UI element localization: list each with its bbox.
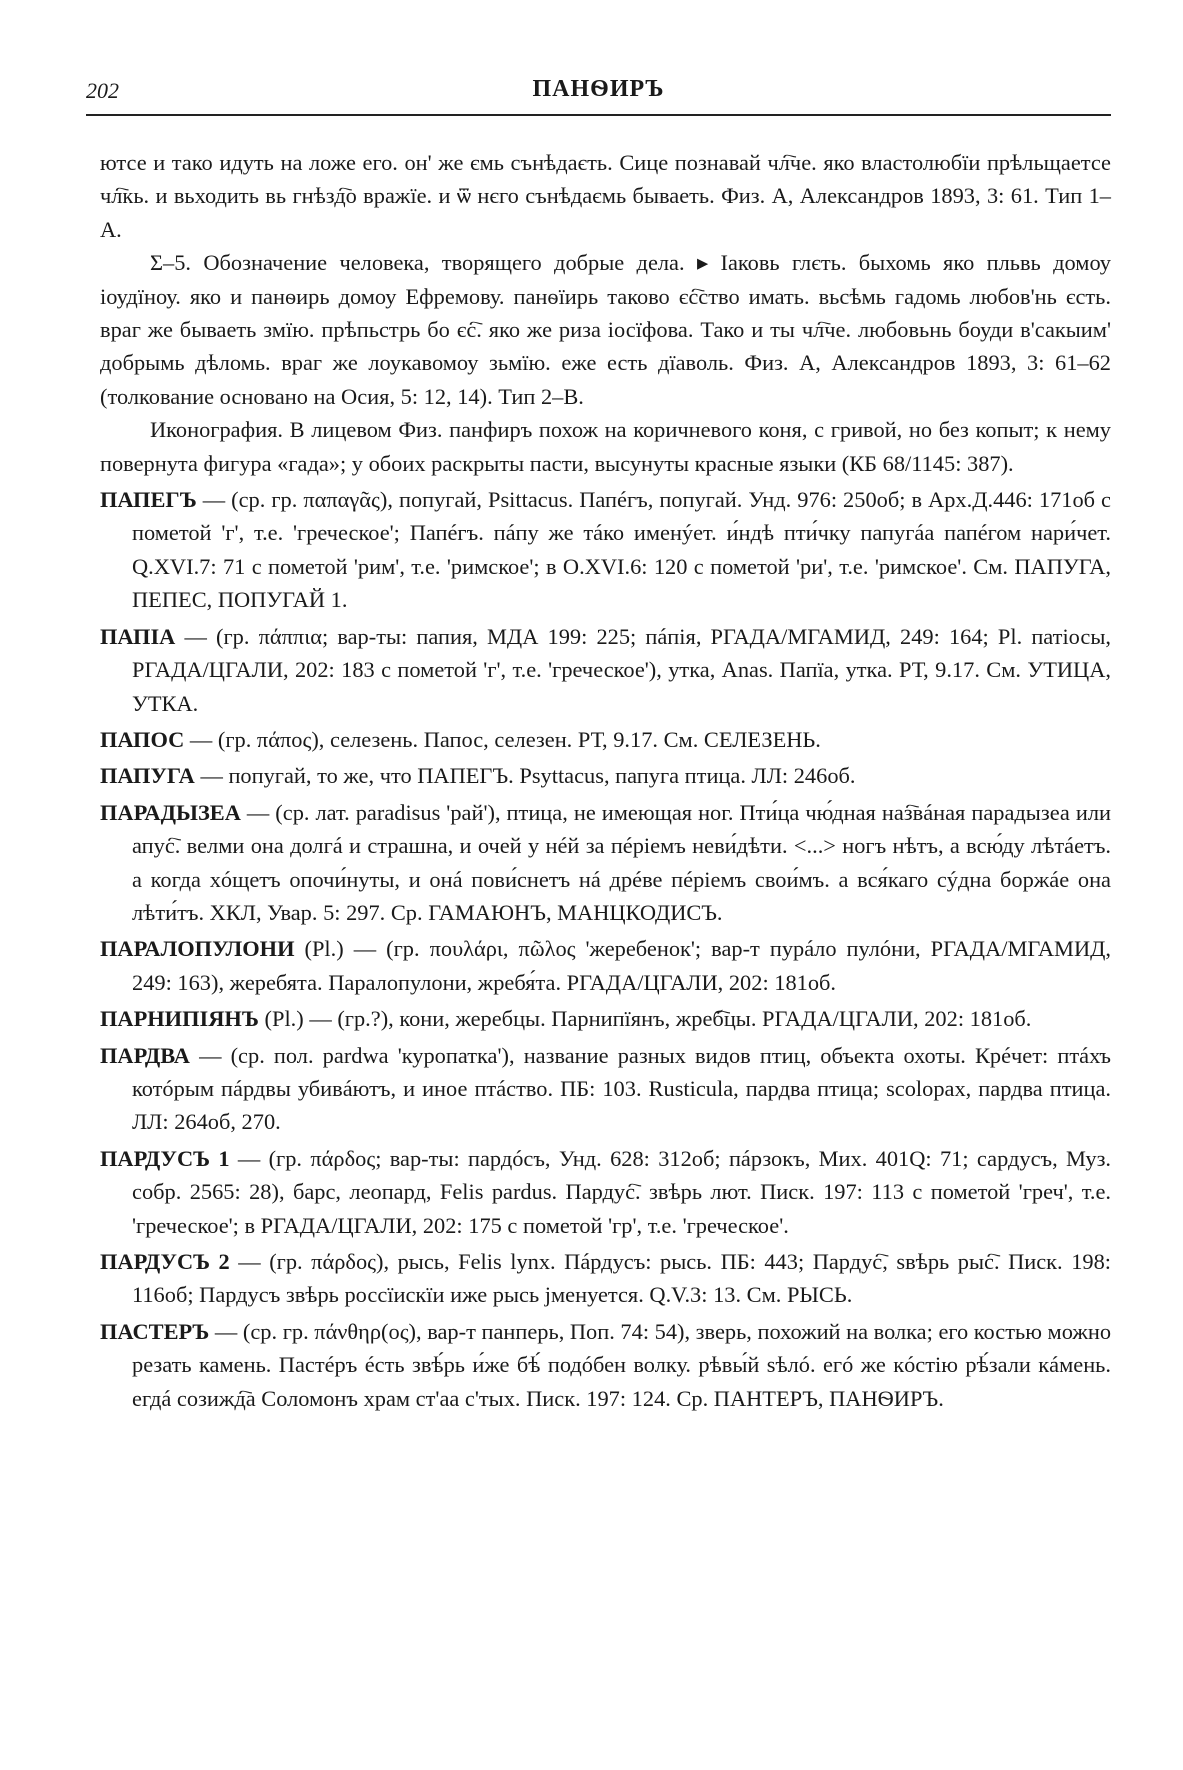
headword: ПАРАДЫЗЕА [100, 799, 241, 825]
entry-paster [100, 1315, 1111, 1415]
headword: ПАПІА [100, 623, 176, 649]
entry-papeg [100, 483, 1111, 617]
page-header [86, 78, 1111, 118]
headword: ПАРНИПІЯНЪ [100, 1006, 259, 1032]
iconography-paragraph: Иконография. В лицевом Физ. панфиръ похож на коричневого коня, с гривой, но без копыт; к нему повернута фигура «гада»; у обоих раскрыты пасти, высунуты красные языки (КБ 68/1145: 387). [100, 417, 1111, 476]
entry-text: — (гр. πάρδος), рысь, Felis lynx. Пáрдусъ: рысь. ПБ: 443; Пардус҇, ѕвѣрь рыс҇. Писк. 198: 116об; Пардусъ звѣрь россїискїи иже рысь јменуется. Q.V.3: 13. См. РЫСЬ. [132, 1249, 1112, 1308]
entry-pardus-2 [100, 1245, 1111, 1312]
headword: ПАПУГА [100, 763, 195, 789]
entry-paradyzea [100, 796, 1111, 930]
page-body [100, 146, 1111, 1415]
headword: ПАРДУСЪ 1 [100, 1145, 230, 1171]
sense-paragraph: Σ–5. Обозначение человека, творящего добрые дела. ▸ Іаковь глєть. быхомь яко пльвь домоу іоудїноу. яко и панѳирь домоу Ефремову. панѳїирь таково єс҇ство имать. вьсѣмь гадомь любов'нь єсть. враг же бываеть змїю. прѣпьстрь бо єс҇. яко же риза іосїфова. Тако и ты чл҇че. любовьнь боуди в'сакыим' добрымь дѣломь. враг же лоукавомоу зьмїю. еже есть дїаволь. Физ. А, Александров 1893, 3: 61–62 (толкование основано на Осия, 5: 12, 14). Тип 2–В. [100, 250, 1111, 409]
entry-text: — (гр. πάπος), селезень. Папос, селезен. РТ, 9.17. См. СЕЛЕЗЕНЬ. [184, 726, 821, 752]
page-number: 202 [86, 78, 119, 103]
entry-parnipiyan [100, 1002, 1111, 1035]
entry-paralopuloni [100, 932, 1111, 999]
entry-pardva [100, 1039, 1111, 1139]
entry-text: — (ср. лат. paradisus 'рай'), птица, не имеющая ног. Пти́ца чю́дная наз҇вáная парадызеа или апус҇. велми она долгá и страшна, и очей у нéй за пéріемъ неви́дѣти. <...> ногъ нѣтъ, а всю́ду лѣтáетъ. а когда хóщетъ опочи́нуты, и онá пови́снетъ нá дрéве пéріемъ свои́мъ. а вся́каго сýдна боржáе она лѣти́тъ. ХКЛ, Увар. 5: 297. Ср. ГАМАЮНЪ, МАНЦКОДИСЪ. [132, 799, 1111, 925]
entry-text: (Pl.) — (гр.?), кони, жеребцы. Парнипїянъ, жреб҇цы. РГАДА/ЦГАЛИ, 202: 181об. [258, 1006, 1032, 1032]
entry-papuga [100, 759, 1111, 792]
headword: ПАРДВА [100, 1042, 190, 1068]
headword: ПАРДУСЪ 2 [100, 1249, 230, 1274]
entry-text: — (ср. гр. παπαγᾶς), попугай, Psittacus. Папéгъ, попугай. Унд. 976: 250об; в Арх.Д.446: 171об с пометой 'г', т.е. 'греческое'; Папéгъ. пáпу же тáко именýет. и́ндѣ пти́чку папугáа папéгом нари́чет. Q.XVI.7: 71 с пометой 'рим', т.е. 'римское'; в O.XVI.6: 120 с пометой 'ри', т.е. 'римское'. См. ПАПУГА, ПЕПЕС, ПОПУГАЙ 1. [132, 487, 1111, 613]
running-head: ПАНѲИРЪ [532, 76, 665, 102]
entry-text: — попугай, то же, что ПАПЕГЪ. Psyttacus, папуга птица. ЛЛ: 246об. [194, 763, 856, 789]
entry-papos [100, 723, 1111, 756]
headword: ПАСТЕРЪ [100, 1318, 210, 1344]
headword: ПАРАЛОПУЛОНИ [100, 936, 295, 962]
entry-text: — (ср. пол. pardwa 'куропатка'), название разных видов птиц, объекта охоты. Крéчет: птáхъ котóрым пáрдвы убивáютъ, и иное птáство. ПБ: 103. Rusticula, пардва птица; scolopax, пардва птица. ЛЛ: 264об, 270. [132, 1042, 1111, 1135]
entry-text: — (гр. πάρδος; вар-ты: пардóсъ, Унд. 628: 312об; пáрзокъ, Мих. 401Q: 71; сардусъ, Муз. собр. 2565: 28), барс, леопард, Felis pardus. Пардус҇. звѣрь лют. Писк. 197: 113 с пометой 'греч', т.е. 'греческое'; в РГАДА/ЦГАЛИ, 202: 175 с пометой 'гр', т.е. 'греческое'. [132, 1145, 1112, 1238]
entry-text: — (гр. πάππια; вар-ты: папия, МДА 199: 225; пáпія, РГАДА/МГАМИД, 249: 164; Pl. патіосы, РГАДА/ЦГАЛИ, 202: 183 с пометой 'г', т.е. 'греческое'), утка, Anas. Папїа, утка. РТ, 9.17. См. УТИЦА, УТКА. [132, 623, 1111, 716]
entry-papia [100, 620, 1111, 720]
headword: ПАПЕГЪ [100, 487, 197, 513]
headword: ПАПОС [100, 726, 185, 752]
continuation-paragraph: ютсе и тако идуть на ложе его. он' же ємь сънѣдаєть. Сице познавай чл҇че. яко властолюбїи прѣльщаетсе чл҇кь. и вьходить вь гнѣзд҇о вражїе. и ѿ нєго сънѣдаємь бываеть. Физ. А, Александров 1893, 3: 61. Тип 1–А. [100, 150, 1111, 242]
entry-text: — (ср. гр. πάνθηρ(ος), вар-т панперь, Поп. 74: 54), зверь, похожий на волка; его костью можно резать камень. Пастéръ éсть звѣ́рь и́же бѣ́ подóбен волку. рѣвы́й ѕѣлó. егó же кóстію рѣ́зали кáмень. егдá созижд҇а Соломонъ храм ст'аа с'тых. Писк. 197: 124. Ср. ПАНТЕРЪ, ПАНѲИРЪ. [132, 1318, 1112, 1411]
entry-text: (Pl.) — (гр. πουλάρι, πῶλος 'жеребенок'; вар-т пурáло пулóни, РГАДА/МГАМИД, 249: 163), жеребята. Паралопулони, жребя́та. РГАДА/ЦГАЛИ, 202: 181об. [132, 936, 1111, 995]
header-rule [86, 114, 1111, 116]
entry-pardus-1 [100, 1142, 1111, 1242]
